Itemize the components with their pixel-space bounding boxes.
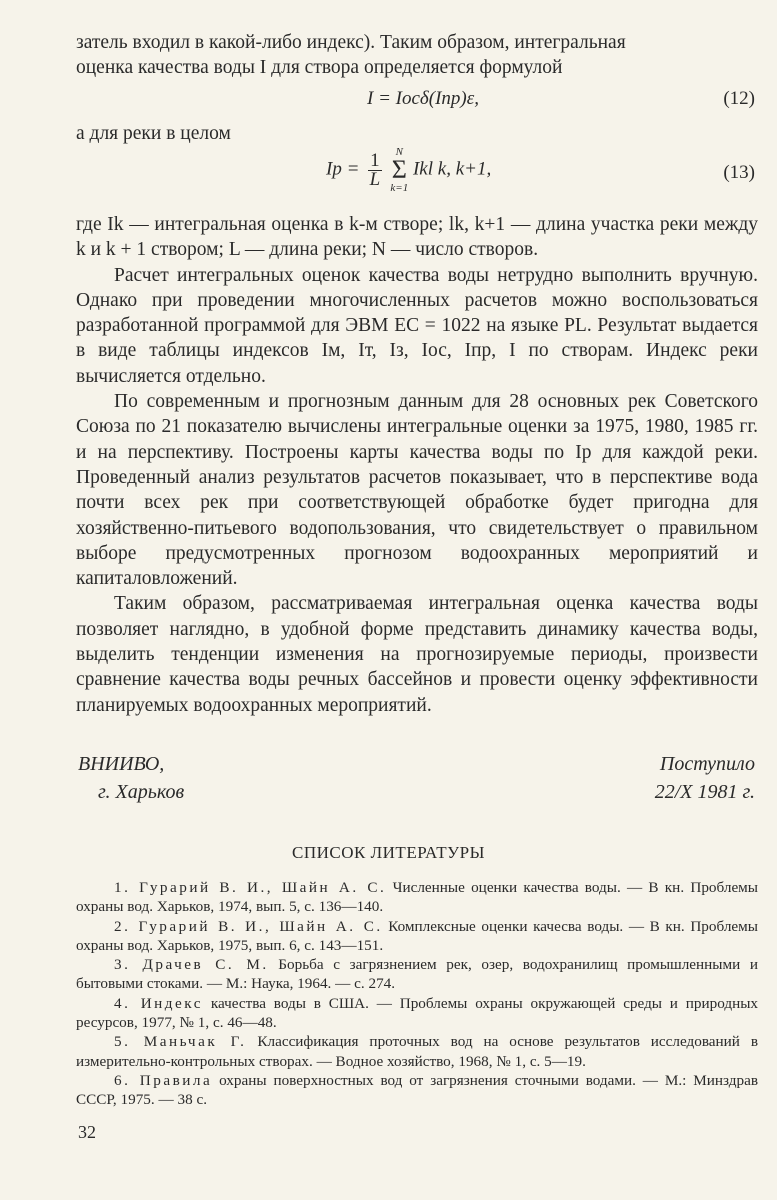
references-title: СПИСОК ЛИТЕРАТУРЫ	[292, 843, 485, 862]
fraction-denominator: L	[369, 168, 381, 190]
formula-12: I = Iocδ(Iпр)ε,	[367, 88, 479, 109]
formula-13-lhs: Iр =	[326, 158, 360, 180]
reference-author: 6. Правила	[114, 1071, 213, 1089]
paragraph-conclusion: Таким образом, рассматриваемая интегральная оценка качества воды позволяет наглядно, в удобной форме представить динамику качества воды, выделить тенденции изменения на прогнозируемые периоды, произвести сравнение качества воды речных бассейнов и провести оценку эффективности планируемых водоохранных мероприятий.	[76, 593, 758, 716]
formula-13	[326, 146, 491, 194]
reference-author: 2. Гурарий В. И., Шайн А. С.	[114, 917, 383, 935]
reference-text: Классификация проточных вод на основе результатов исследований в измерительно-контрольных створах. — Водное хозяйство, 1968, № 1, с. 5—19.	[76, 1033, 758, 1070]
paragraph-intro-river	[76, 121, 758, 146]
received-date: 22/X 1981 г.	[654, 781, 755, 803]
received-label: Поступило	[659, 753, 755, 775]
reference-author: 4. Индекс	[114, 994, 204, 1012]
fraction-numerator: 1	[370, 149, 380, 171]
reference-item	[76, 917, 758, 956]
signature-received	[655, 750, 755, 806]
equation-number-13: (13)	[723, 162, 755, 183]
reference-item	[76, 878, 758, 917]
text-line: оценка качества воды I для створа определяется формулой	[76, 57, 563, 79]
reference-author: 1. Гурарий В. И., Шайн А. С.	[114, 879, 387, 896]
signature-affiliation	[78, 750, 184, 806]
paragraph-definitions: где Ik — интегральная оценка в k-м створе; lk, k+1 — длина участка реки между k и k + 1 створом; L — длина реки; N — число створов.	[76, 214, 758, 261]
reference-text: Численные оценки качества воды. — В кн. Проблемы охраны вод. Харьков, 1974, вып. 5, с. 136—140.	[76, 879, 758, 916]
sum-upper-limit: N	[395, 146, 403, 158]
references-list	[76, 878, 758, 1110]
paragraph-continuation	[76, 30, 758, 81]
reference-text: качества воды в США. — Проблемы охраны окружающей среды и природных ресурсов, 1977, № 1, с. 46—48.	[76, 994, 758, 1032]
reference-text: Борьба с загрязнением рек, озер, водохранилищ промышленными и бытовыми стоками. — М.: Наука, 1964. — с. 274.	[76, 956, 758, 993]
reference-author: 5. Маньчак Г.	[114, 1033, 247, 1051]
formula-13-rhs: Ikl k, k+1,	[412, 158, 492, 180]
text-line: затель входил в какой-либо индекс). Таким образом, интегральная	[76, 32, 626, 53]
reference-item	[76, 994, 758, 1033]
reference-item	[76, 1032, 758, 1071]
page-number: 32	[78, 1122, 96, 1142]
paragraph-results: По современным и прогнозным данным для 28 основных рек Советского Союза по 21 показателю вычислены интегральные оценки за 1975, 1980, 1985 гг. и на перспективу. Построены карты качества воды по Iр для каждой реки. Проведенный анализ результатов расчетов показывает, что в перспективе вода почти всех рек при соответствующей обработке будет пригодна для хозяйственно-питьевого водопользования, что свидетельствует о правильном выборе предусмотренных прогнозом водоохранных мероприятий и капиталовложений.	[76, 391, 758, 590]
sigma-icon: Σ	[391, 155, 407, 184]
text-line: а для реки в целом	[76, 123, 231, 144]
reference-item	[76, 955, 758, 994]
equation-number-12: (12)	[723, 88, 755, 109]
formula-13-fraction	[368, 149, 382, 190]
city: г. Харьков	[98, 781, 185, 803]
summation	[390, 146, 408, 194]
organization: ВНИИВО,	[78, 753, 165, 775]
reference-text: Комплексные оценки качесва воды. — В кн. Проблемы охраны вод. Харьков, 1975, вып. 6, с. 143—151.	[76, 917, 758, 954]
reference-author: 3. Драчев С. М.	[114, 956, 269, 974]
reference-text: охраны поверхностных вод от загрязнения сточными водами. — М.: Минздрав СССР, 1975. — 38 с.	[76, 1071, 758, 1109]
sum-lower-limit: k=1	[390, 182, 409, 194]
reference-item	[76, 1071, 758, 1110]
paragraph-calculation: Расчет интегральных оценок качества воды нетрудно выполнить вручную. Однако при проведении многочисленных расчетов можно воспользоваться разработанной программой для ЭВМ ЕС = 1022 на языке PL. Результат выдается в виде таблицы индексов Iм, Iт, Iз, Iос, Iпр, I по створам. Индекс реки вычисляется отдельно.	[76, 264, 758, 387]
main-text	[76, 212, 758, 718]
